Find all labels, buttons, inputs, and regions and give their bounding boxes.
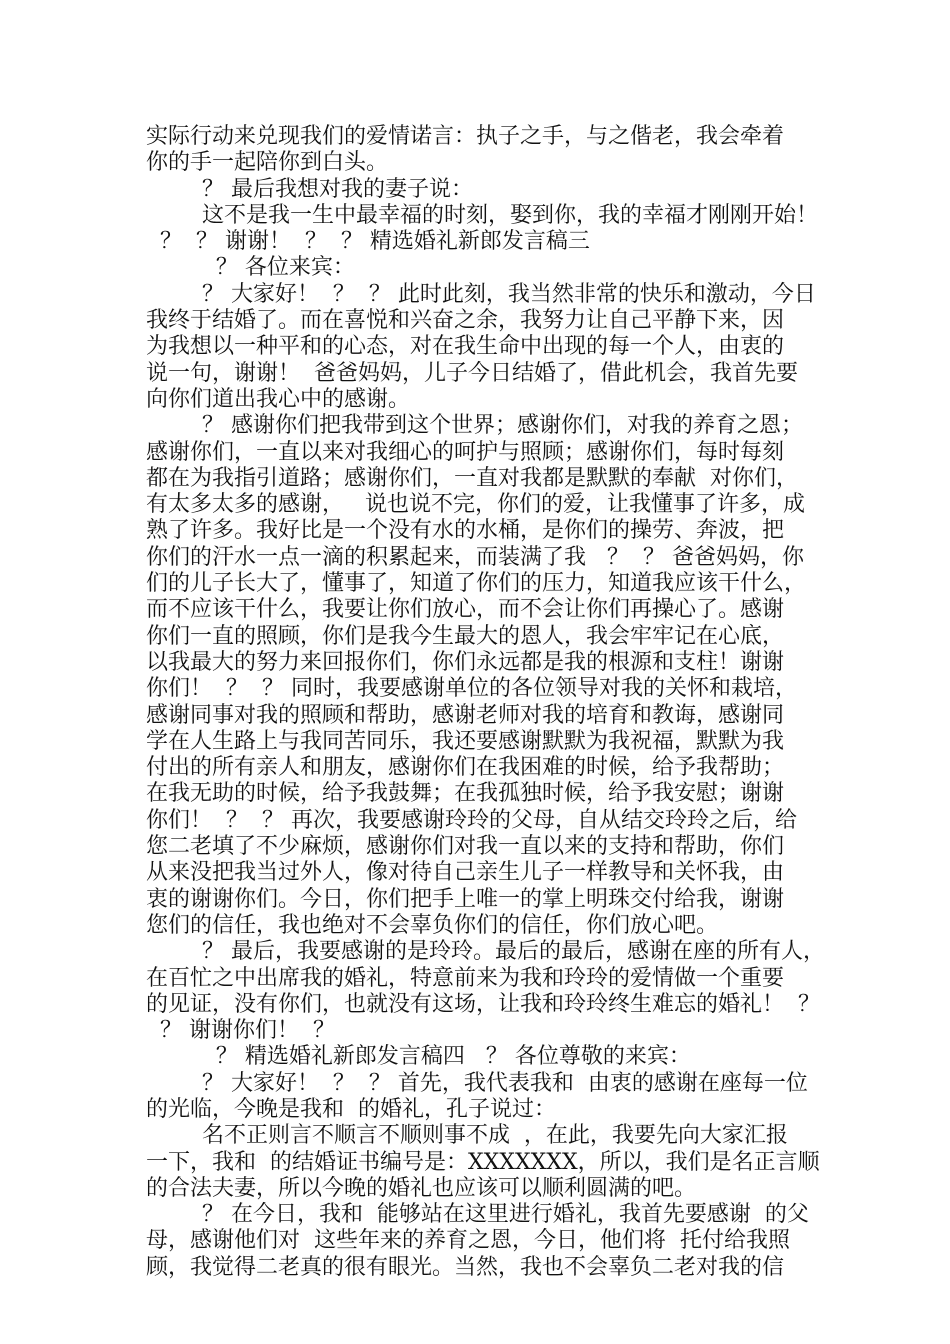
text-line: 名不正则言不顺言不顺则事不成 ，在此，我要先向大家汇报 (146, 1123, 788, 1149)
text-line: 在百忙之中出席我的婚礼，特意前来为我和玲玲的爱情做一个重要 (146, 965, 785, 991)
text-line: 熟了许多。我好比是一个没有水的水桶，是你们的操劳、奔波，把 (146, 518, 785, 544)
text-line: 有太多太多的感谢， 说也说不完，你们的爱，让我懂事了许多，成 (146, 492, 805, 518)
text-line: 都在为我指引道路；感谢你们，一直对我都是默默的奉献 对你们， (146, 465, 798, 491)
text-line: 说一句，谢谢！ 爸爸妈妈，儿子今日结婚了，借此机会，我首先要 (146, 360, 798, 386)
text-line: 在我无助的时候，给予我鼓舞；在我孤独时候，给予我安慰；谢谢 (146, 781, 785, 807)
text-line: ？ ？ 谢谢！ ？ ？ 精选婚礼新郎发言稿三 (146, 229, 590, 255)
text-line: 向你们道出我心中的感谢。 (146, 386, 411, 412)
text-line: 一下，我和 的结婚证书编号是：XXXXXXX，所以，我们是名正言顺 (146, 1149, 820, 1175)
text-line: ？ 大家好！ ？ ？ 首先，我代表我和 由衷的感谢在座每一位 (146, 1070, 808, 1096)
text-line: ？ 感谢你们把我带到这个世界；感谢你们，对我的养育之恩； (146, 413, 803, 439)
text-line: 以我最大的努力来回报你们，你们永远都是我的根源和支柱！谢谢 (146, 649, 785, 675)
text-line: 你们的汗水一点一滴的积累起来，而装满了我 ？ ？ 爸爸妈妈，你 (146, 544, 804, 570)
text-line: 你们一直的照顾，你们是我今生最大的恩人，我会牢牢记在心底， (146, 623, 785, 649)
text-line: ？ 在今日，我和 能够站在这里进行婚礼，我首先要感谢 的父 (146, 1202, 809, 1228)
document-body (146, 124, 826, 1281)
text-line: 顾，我觉得二老真的很有眼光。当然，我也不会辜负二老对我的信 (146, 1254, 785, 1280)
text-line: ？ 精选婚礼新郎发言稿四 ？ 各位尊敬的来宾： (146, 1044, 691, 1070)
text-line: 的合法夫妻，所以今晚的婚礼也应该可以顺利圆满的吧。 (146, 1175, 697, 1201)
text-line: 付出的所有亲人和朋友，感谢你们在我困难的时候，给予我帮助； (146, 755, 785, 781)
text-line: 感谢你们，一直以来对我细心的呵护与照顾；感谢你们，每时每刻 (146, 439, 785, 465)
text-line: ？ 最后，我要感谢的是玲玲。最后的最后，感谢在座的所有人， (146, 939, 825, 965)
text-line: 你们！ ？ ？ 再次，我要感谢玲玲的父母，自从结交玲玲之后，给 (146, 807, 797, 833)
text-line: 感谢同事对我的照顾和帮助，感谢老师对我的培育和教诲，感谢同 (146, 702, 785, 728)
text-line: 学在人生路上与我同苦同乐，我还要感谢默默为我祝福，默默为我 (146, 728, 785, 754)
text-line: ？ 谢谢你们！ ？ (146, 1018, 335, 1044)
text-line: 从来没把我当过外人，像对待自己亲生儿子一样教导和关怀我，由 (146, 860, 785, 886)
text-line: 为我想以一种平和的心态，对在我生命中出现的每一个人，由衷的 (146, 334, 785, 360)
text-line: 实际行动来兑现我们的爱情诺言：执子之手，与之偕老，我会牵着 (146, 124, 785, 149)
text-line: 母，感谢他们对 这些年来的养育之恩，今日，他们将 托付给我照 (146, 1228, 790, 1254)
text-line: 我终于结婚了。而在喜悦和兴奋之余，我努力让自己平静下来，因 (146, 308, 785, 334)
text-line: ？ 各位来宾： (146, 255, 355, 281)
text-line: 衷的谢谢你们。今日，你们把手上唯一的掌上明珠交付给我，谢谢 (146, 886, 785, 912)
text-line: 你们！ ？ ？ 同时，我要感谢单位的各位领导对我的关怀和栽培， (146, 676, 797, 702)
text-line: 们的儿子长大了，懂事了，知道了你们的压力，知道我应该干什么， (146, 571, 807, 597)
text-line: 的见证，没有你们，也就没有这场，让我和玲玲终生难忘的婚礼！ ？ (146, 991, 820, 1017)
text-line: ？ 最后我想对我的妻子说： (146, 176, 473, 202)
text-line: 这不是我一生中最幸福的时刻，娶到你，我的幸福才刚刚开始！ (146, 202, 818, 228)
text-line: 你的手一起陪你到白头。 (146, 150, 389, 176)
text-line: 而不应该干什么，我要让你们放心，而不会让你们再操心了。感谢 (146, 597, 785, 623)
text-line: 您二老填了不少麻烦，感谢你们对我一直以来的支持和帮助，你们 (146, 834, 785, 860)
text-line: ？ 大家好！ ？ ？ 此时此刻，我当然非常的快乐和激动，今日 (146, 281, 816, 307)
text-line: 您们的信任，我也绝对不会辜负你们的信任，你们放心吧。 (146, 912, 719, 938)
text-line: 的光临，今晚是我和 的婚礼，孔子说过： (146, 1096, 556, 1122)
